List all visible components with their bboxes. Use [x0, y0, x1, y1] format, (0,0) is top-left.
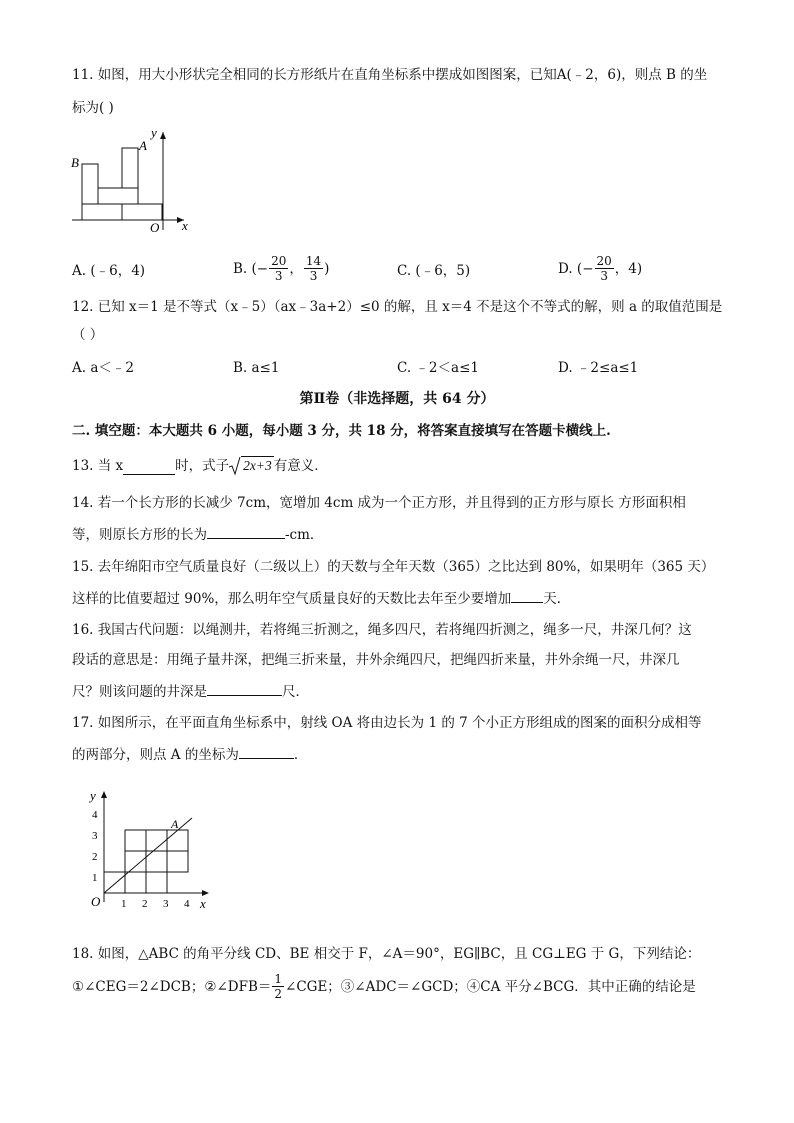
q11-label-o: O	[150, 220, 160, 235]
q14-line2-prefix: 等，则原长方形的长为	[72, 527, 207, 543]
q12-option-a: A. a＜﹣2	[72, 360, 134, 376]
q17-xtick-1: 1	[121, 898, 127, 910]
q11-option-b-sep: ，	[289, 260, 303, 277]
q17-xtick-3: 3	[163, 898, 169, 910]
q14-answer-blank[interactable]	[207, 524, 285, 539]
q11-label-y: y	[151, 125, 157, 140]
q17-answer-blank[interactable]	[239, 744, 294, 759]
q14-line2	[72, 524, 323, 544]
q12-option-d: D. ﹣2≤a≤1	[558, 360, 639, 376]
q16-line3-suffix: 尺．	[282, 684, 309, 700]
section-title: 第Ⅱ卷（非选择题，共 64 分）	[299, 391, 495, 407]
q11-option-d-suffix: ，4)	[614, 260, 643, 277]
q17-ytick-1: 1	[92, 872, 98, 884]
q17-ytick-3: 3	[92, 830, 98, 842]
q11-option-a: A. (﹣6，4)	[72, 263, 146, 279]
q15-line1: 15. 去年绵阳市空气质量良好（二级以上）的天数与全年天数（365）之比达到 80%，如果明年（365 天）	[72, 559, 715, 575]
q17-xtick-2: 2	[142, 898, 148, 910]
q13-sqrt	[229, 456, 274, 475]
q11-option-b-prefix: B. (−	[233, 260, 269, 277]
q11-line2: 标为( )	[72, 100, 114, 116]
q11-option-b-frac2: $\frac{14}{3}$	[305, 254, 322, 283]
q12-option-c: C. ﹣2＜a≤1	[397, 360, 479, 376]
q18-line2-part1: ①∠CEG＝2∠DCB；②∠DFB＝	[72, 978, 272, 995]
q15-line2-prefix: 这样的比值要超过 90%，那么明年空气质量良好的天数比去年至少要增加	[72, 591, 512, 607]
q13-radicand: 2x+3	[243, 458, 272, 473]
q11-option-d	[558, 254, 642, 283]
q11-label-x: x	[182, 218, 188, 233]
q11-option-b	[233, 254, 329, 283]
q13-suffix: 有意义．	[273, 458, 328, 474]
q11-option-b-suffix: )	[324, 260, 330, 277]
q17-line2-prefix: 的两部分，则点 A 的坐标为	[72, 747, 239, 763]
q17-label-y: y	[90, 788, 96, 803]
q12-option-b: B. a≤1	[233, 360, 280, 376]
q15-line2-suffix: 天．	[543, 591, 571, 607]
q11-option-b-frac1: $\frac{20}{3}$	[271, 254, 287, 283]
q13-middle: 时，式子	[175, 458, 230, 474]
q13-answer-blank[interactable]	[123, 460, 175, 475]
q17-ytick-4: 4	[92, 809, 98, 821]
q17-line2-suffix: ．	[293, 747, 308, 763]
q16-answer-blank[interactable]	[207, 681, 282, 696]
q18-line1: 18. 如图，△ABC 的角平分线 CD、BE 相交于 F，∠A＝90°，EG∥BC，且 CG⊥EG 于 G，下列结论：	[72, 946, 701, 962]
q13-prefix: 13. 当 x	[72, 458, 124, 474]
q16-line2: 段话的意思是：用绳子量井深，把绳三折来量，井外余绳四尺，把绳四折来量，井外余绳一尺，井深几	[72, 652, 680, 668]
q15-line2	[72, 588, 570, 608]
q17-label-x: x	[200, 896, 206, 911]
q17-ytick-2: 2	[92, 851, 98, 863]
q18-line2-part2: ∠CGE；③∠ADC＝∠GCD；④CA 平分∠BCG．其中正确的结论是	[285, 978, 696, 995]
q15-answer-blank[interactable]	[511, 588, 543, 603]
q11-option-c: C. (﹣6，5)	[397, 263, 471, 279]
q11-line1: 11. 如图，用大小形状完全相同的长方形纸片在直角坐标系中摆成如图图案，已知A(﹣2，6)，则点 B 的坐	[72, 67, 708, 83]
q12-line1: 12. 已知 x＝1 是不等式（x﹣5）（ax﹣3a+2）≤0 的解，且 x＝4 不是这个不等式的解，则 a 的取值范围是	[72, 299, 723, 315]
q11-option-d-frac: $\frac{20}{3}$	[596, 254, 612, 283]
q11-option-d-prefix: D. (−	[558, 260, 594, 277]
q17-line2	[72, 744, 307, 764]
section-part2-instructions: 二. 填空题：本大题共 6 小题，每小题 3 分，共 18 分，将答案直接填写在答题卡横线上.	[72, 423, 611, 439]
q11-label-b: B	[71, 155, 79, 170]
q17-xtick-4: 4	[184, 898, 190, 910]
q18-line2	[72, 972, 696, 1001]
q14-line1: 14. 若一个长方形的长减少 7cm，宽增加 4cm 成为一个正方形，并且得到的正方形与原长 方形面积相	[72, 495, 686, 511]
radical-icon	[229, 457, 241, 475]
q16-line1: 16. 我国古代问题：以绳测井，若将绳三折测之，绳多四尺，若将绳四折测之，绳多一尺，井深几何？这	[72, 622, 692, 638]
q17-line1: 17. 如图所示，在平面直角坐标系中，射线 OA 将由边长为 1 的 7 个小正方形组成的图案的面积分成相等	[72, 715, 702, 731]
q11-label-a: A	[139, 138, 147, 153]
q18-fraction: $\frac{1}{2}$	[274, 972, 283, 1001]
q12-line2: （ ）	[72, 327, 104, 343]
q13-line	[72, 456, 328, 475]
q16-line3	[72, 681, 309, 701]
q16-line3-prefix: 尺？则该问题的井深是	[72, 684, 207, 700]
q11-figure	[66, 124, 196, 236]
q17-figure	[84, 786, 218, 914]
q17-label-a: A	[171, 817, 179, 831]
q14-line2-suffix: -cm．	[285, 527, 324, 543]
q17-label-o: O	[91, 894, 101, 909]
